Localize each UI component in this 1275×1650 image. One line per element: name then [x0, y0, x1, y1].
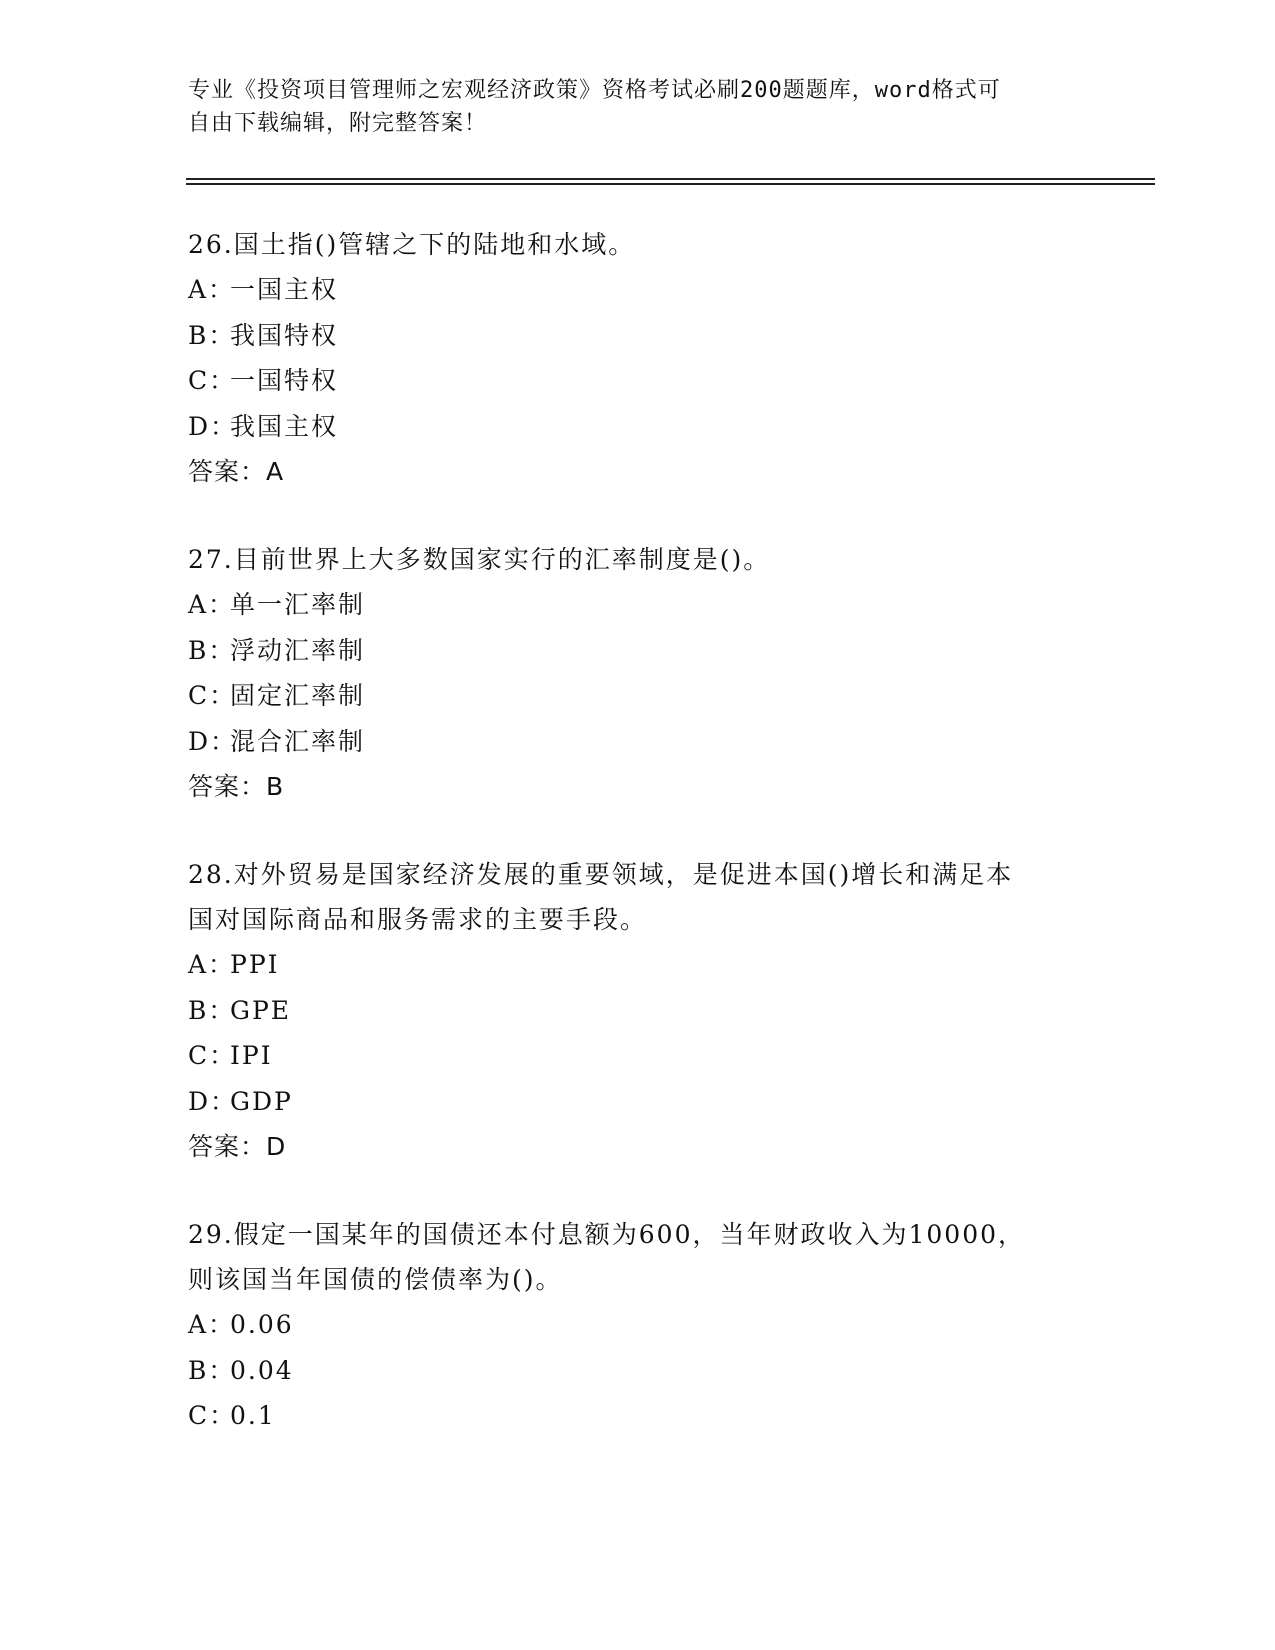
question-29: [188, 1212, 1088, 1439]
question-stem: 29.假定一国某年的国债还本付息额为600，当年财政收入为10000，: [188, 1220, 1026, 1249]
header-line-1: 专业《投资项目管理师之宏观经济政策》资格考试必刷200题题库，word格式可: [188, 78, 1001, 103]
option-text: IPI: [230, 1041, 273, 1070]
option-letter: A：: [188, 1310, 236, 1339]
header-line-2: 自由下载编辑，附完整答案！: [188, 111, 488, 136]
document-header: [188, 74, 1068, 140]
option-text: 固定汇率制: [230, 681, 366, 710]
header-divider-top: [186, 178, 1155, 180]
option-letter: B：: [188, 995, 236, 1025]
question-28: [188, 852, 1088, 1169]
option-d: [188, 719, 1088, 765]
header-divider-bottom: [186, 183, 1155, 185]
question-27: [188, 537, 1088, 809]
option-text: 我国主权: [230, 411, 339, 441]
option-d: [188, 1079, 1088, 1125]
option-b: [188, 628, 1088, 674]
option-a: [188, 1302, 1088, 1348]
option-letter: D：: [188, 411, 238, 441]
option-text: 一国主权: [230, 275, 339, 304]
option-letter: B：: [188, 635, 236, 665]
option-a: [188, 267, 1088, 313]
option-b: [188, 313, 1088, 359]
option-letter: C：: [188, 366, 237, 395]
option-c: [188, 1393, 1088, 1439]
question-stem: 28.对外贸易是国家经济发展的重要领域，是促进本国()增长和满足本: [188, 860, 1014, 889]
answer-line: 答案：A: [188, 457, 285, 486]
option-letter: C：: [188, 681, 237, 710]
answer-line: 答案：D: [188, 1132, 287, 1161]
option-letter: A：: [188, 590, 236, 619]
question-stem-continued: 国对国际商品和服务需求的主要手段。: [188, 905, 648, 934]
option-letter: C：: [188, 1401, 237, 1430]
option-c: [188, 673, 1088, 719]
option-letter: B：: [188, 1355, 236, 1385]
question-26: [188, 222, 1088, 494]
option-text: GDP: [230, 1086, 293, 1116]
question-stem: 27.目前世界上大多数国家实行的汇率制度是()。: [188, 545, 771, 574]
option-letter: D：: [188, 1086, 238, 1116]
option-letter: D：: [188, 726, 238, 756]
option-letter: B：: [188, 320, 236, 350]
question-stem-continued: 则该国当年国债的偿债率为()。: [188, 1265, 563, 1294]
option-b: [188, 1348, 1088, 1394]
question-stem: 26.国土指()管辖之下的陆地和水域。: [188, 230, 636, 259]
option-text: 混合汇率制: [230, 726, 366, 756]
option-c: [188, 358, 1088, 404]
option-a: [188, 942, 1088, 988]
answer-line: 答案：B: [188, 772, 285, 801]
option-text: PPI: [230, 950, 280, 979]
option-text: 单一汇率制: [230, 590, 366, 619]
option-d: [188, 404, 1088, 450]
option-b: [188, 988, 1088, 1034]
option-c: [188, 1033, 1088, 1079]
option-letter: C：: [188, 1041, 237, 1070]
option-text: 我国特权: [230, 320, 339, 350]
option-text: 一国特权: [230, 366, 339, 395]
option-text: 0.1: [230, 1401, 276, 1430]
option-text: 浮动汇率制: [230, 635, 366, 665]
option-text: GPE: [230, 995, 292, 1025]
option-text: 0.06: [230, 1310, 294, 1339]
option-text: 0.04: [230, 1355, 294, 1385]
option-a: [188, 582, 1088, 628]
option-letter: A：: [188, 950, 236, 979]
option-letter: A：: [188, 275, 236, 304]
